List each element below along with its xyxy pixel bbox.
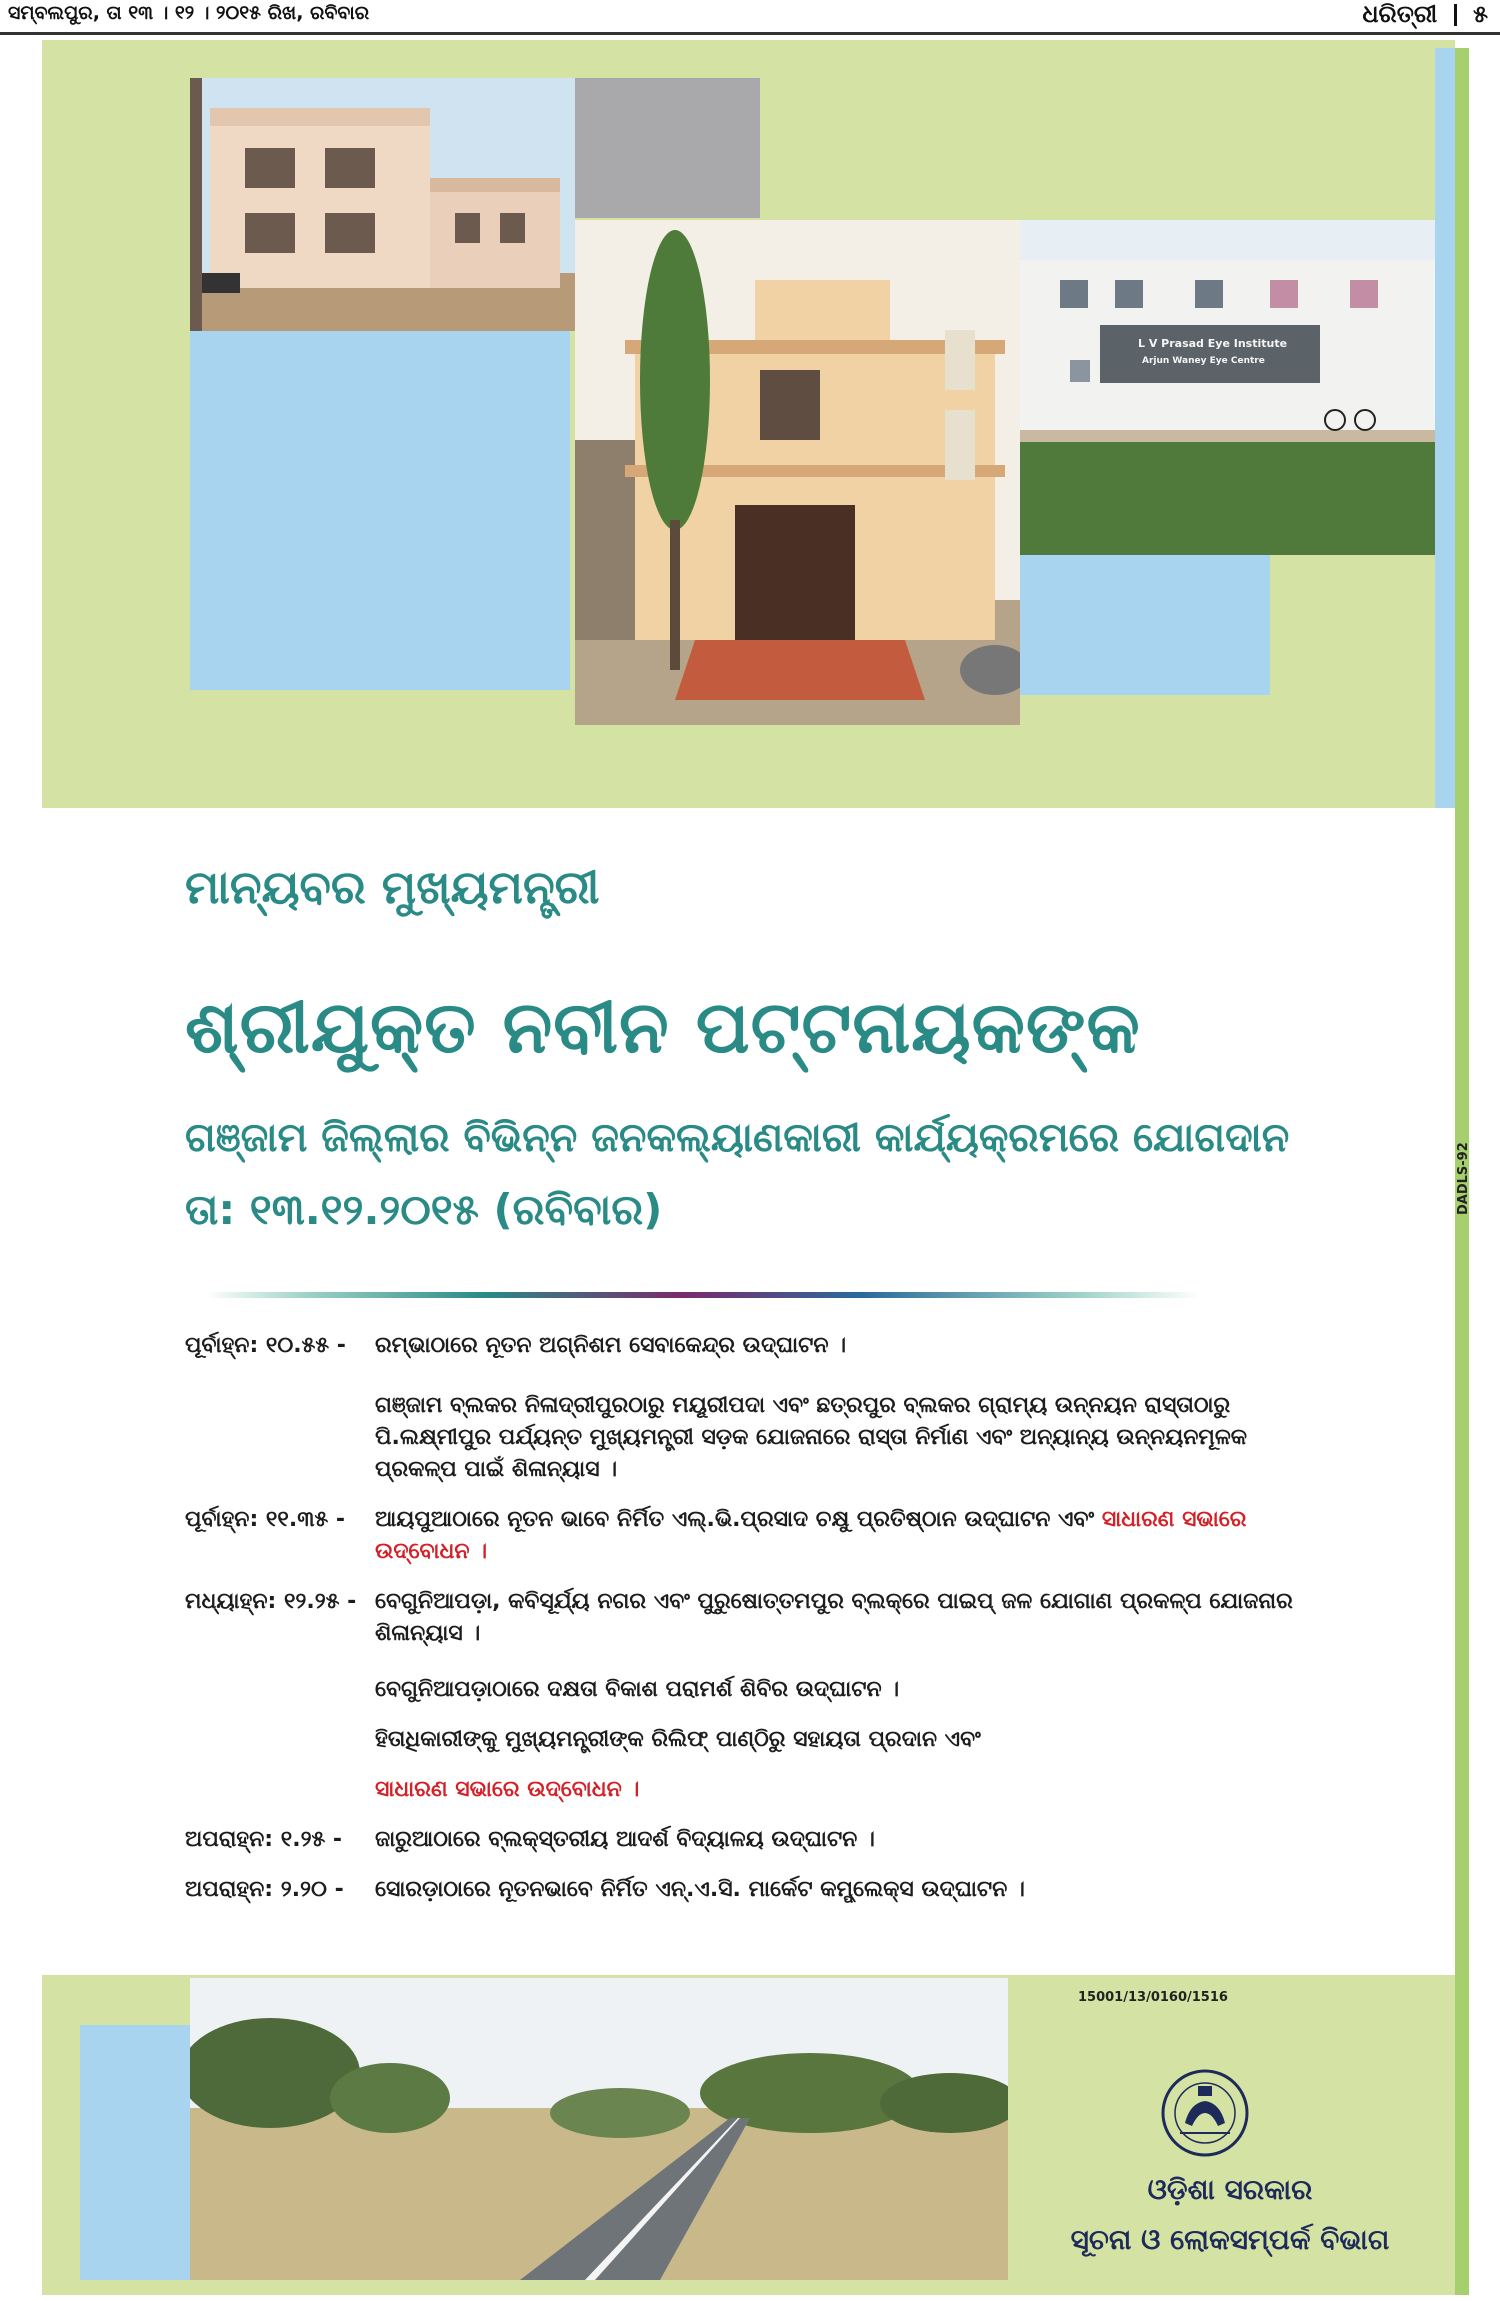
event-subtitle: ଗଞ୍ଜାମ ଜିଲ୍ଲାର ବିଭିନ୍ନ ଜନକଲ୍ୟାଣକାରୀ କାର୍ଯ୍ୟକ୍ରମରେ ଯୋଗଦାନ xyxy=(185,1115,1290,1161)
schedule-text: ରମ୍ଭାଠାରେ ନୂତନ ଅଗ୍ନିଶମ ସେବାକେନ୍ଦ୍ର ଉଦ୍‌ଘାଟନ । xyxy=(375,1333,847,1358)
collage-blue-panel-right xyxy=(1020,555,1270,695)
schedule-text-wrapper xyxy=(375,1504,1305,1568)
schedule-text: ବେଗୁନିଆପଡ଼ା, କବିସୂର୍ଯ୍ୟ ନଗର ଏବଂ ପୁରୁଷୋତ୍ତମପୁର ବ୍ଲକ୍‌ରେ ପାଇପ୍ ଜଳ ଯୋଗାଣ ପ୍ରକଳ୍ପ ଯୋଜନାର ଶିଳାନ୍ୟାସ । xyxy=(375,1589,1293,1646)
schedule-item xyxy=(375,1390,1305,1486)
schedule-text: ଜାରୁଆଠାରେ ବ୍ଲକ୍‌ସ୍ତରୀୟ ଆଦର୍ଶ ବିଦ୍ୟାଳୟ ଉଦ୍‌ଘାଟନ । xyxy=(375,1827,875,1852)
gradient-divider xyxy=(205,1292,1200,1298)
side-code: DADLS-92 xyxy=(1456,1142,1471,1215)
photo-eye-institute xyxy=(1020,220,1435,555)
schedule-time: ପୂର୍ବାହ୍ନ: ୧୧.୩୫ - xyxy=(185,1507,346,1532)
bottom-blue-panel xyxy=(80,2025,190,2280)
schedule-time: ପୂର୍ବାହ୍ନ: ୧୦.୫୫ - xyxy=(185,1333,346,1358)
schedule-text: ବେଗୁନିଆପଡ଼ାଠାରେ ଦକ୍ଷତା ବିକାଶ ପରାମର୍ଶ ଶିବିର ଉଦ୍‌ଘାଟନ । xyxy=(375,1677,900,1702)
schedule-text: ସୋରଡ଼ାଠାରେ ନୂତନଭାବେ ନିର୍ମିତ ଏନ୍.ଏ.ସି. ମାର୍କେଟ କମ୍ପ୍ଲେକ୍ସ ଉଦ୍‌ଘାଟନ । xyxy=(375,1877,1025,1902)
schedule-item xyxy=(375,1774,1305,1806)
paper-name: ଧରିତ୍ରୀ xyxy=(1362,0,1438,28)
schedule-item xyxy=(185,1586,1305,1650)
schedule-item xyxy=(375,1674,1305,1706)
schedule-time: ଅପରାହ୍ନ: ୧.୨୫ - xyxy=(185,1827,343,1852)
salutation: ମାନ୍ୟବର ମୁଖ୍ୟମନ୍ତ୍ରୀ xyxy=(185,860,600,914)
collage-blue-panel-left xyxy=(190,330,570,690)
right-edge-blue-strip xyxy=(1435,48,1455,808)
schedule-text: ଗଞ୍ଜାମ ବ୍ଲକର ନିଳାଦ୍ରୀପୁରଠାରୁ ମୟୂରୀପଦା ଏବଂ ଛତ୍ରପୁର ବ୍ଲକର ଗ୍ରାମ୍ୟ ଉନ୍ନୟନ ରାସ୍ତାଠାରୁ ପି.ଲକ୍ଷ୍ମୀପୁର ପର୍ଯ୍ୟନ୍ତ ମୁଖ୍ୟମନ୍ତ୍ରୀ ସଡ଼କ ଯୋଜନାରେ ରାସ୍ତା ନିର୍ମାଣ ଏବଂ ଅନ୍ୟାନ୍ୟ ଉନ୍ନୟନମୂଳକ ପ୍ରକଳ୍ପ ପାଇଁ ଶିଳାନ୍ୟାସ । xyxy=(375,1393,1247,1482)
masthead-rule xyxy=(0,32,1500,35)
eye-institute-sign-line-2: Arjun Waney Eye Centre xyxy=(1142,356,1265,366)
page-number: ୫ xyxy=(1473,0,1488,28)
schedule-text-highlight: ସାଧାରଣ ସଭାରେ ଉଦ୍‌ବୋଧନ । xyxy=(375,1777,640,1802)
schedule-time: ମଧ୍ୟାହ୍ନ: ୧୨.୨୫ - xyxy=(185,1589,357,1614)
chief-minister-name: ଶ୍ରୀଯୁକ୍ତ ନବୀନ ପଟ୍ଟନାୟକଙ୍କ xyxy=(185,985,1141,1069)
schedule-time: ଅପରାହ୍ନ: ୨.୨୦ - xyxy=(185,1877,344,1902)
collage-grey-panel xyxy=(575,78,760,218)
schedule-item xyxy=(185,1504,1305,1568)
schedule-text: ହିତାଧିକାରୀଙ୍କୁ ମୁଖ୍ୟମନ୍ତ୍ରୀଙ୍କ ରିଲିଫ୍ ପାଣ୍ଠିରୁ ସହାୟତା ପ୍ରଦାନ ଏବଂ xyxy=(375,1727,981,1752)
masthead-divider xyxy=(1454,4,1457,26)
govt-name: ଓଡ଼ିଶା ସରକାର xyxy=(1147,2173,1313,2206)
schedule-item xyxy=(185,1824,1305,1856)
schedule-text-highlight: ସାଧାରଣ ସଭାରେ ଉଦ୍‌ବୋଧନ । xyxy=(375,1507,1247,1564)
schedule-item xyxy=(185,1874,1305,1906)
schedule-item xyxy=(185,1330,1305,1362)
odisha-emblem-icon xyxy=(1160,2068,1250,2158)
department-name: ସୂଚନା ଓ ଲୋକସମ୍ପର୍କ ବିଭାଗ xyxy=(1070,2223,1390,2256)
photo-building-1 xyxy=(190,78,575,331)
schedule-text: ଆୟପୁଆଠାରେ ନୂତନ ଭାବେ ନିର୍ମିତ ଏଲ୍.ଭି.ପ୍ରସାଦ ଚକ୍ଷୁ ପ୍ରତିଷ୍ଠାନ ଉଦ୍‌ଘାଟନ ଏବଂ xyxy=(375,1507,1095,1532)
masthead-dateline: ସମ୍ବଲପୁର, ତା ୧୩ । ୧୨ । ୨୦୧୫ ରିଖ, ରବିବାର xyxy=(8,2,370,24)
masthead-paper xyxy=(1362,0,1488,28)
schedule-item xyxy=(375,1724,1305,1756)
schedule-list xyxy=(185,1330,1305,1924)
event-date: ତା: ୧୩.୧୨.୨୦୧୫ (ରବିବାର) xyxy=(185,1185,663,1234)
eye-institute-sign-line-1: L V Prasad Eye Institute xyxy=(1138,337,1288,350)
reference-code: 15001/13/0160/1516 xyxy=(1078,1990,1228,2005)
photo-building-2 xyxy=(575,220,1020,725)
photo-road xyxy=(190,1978,1008,2280)
